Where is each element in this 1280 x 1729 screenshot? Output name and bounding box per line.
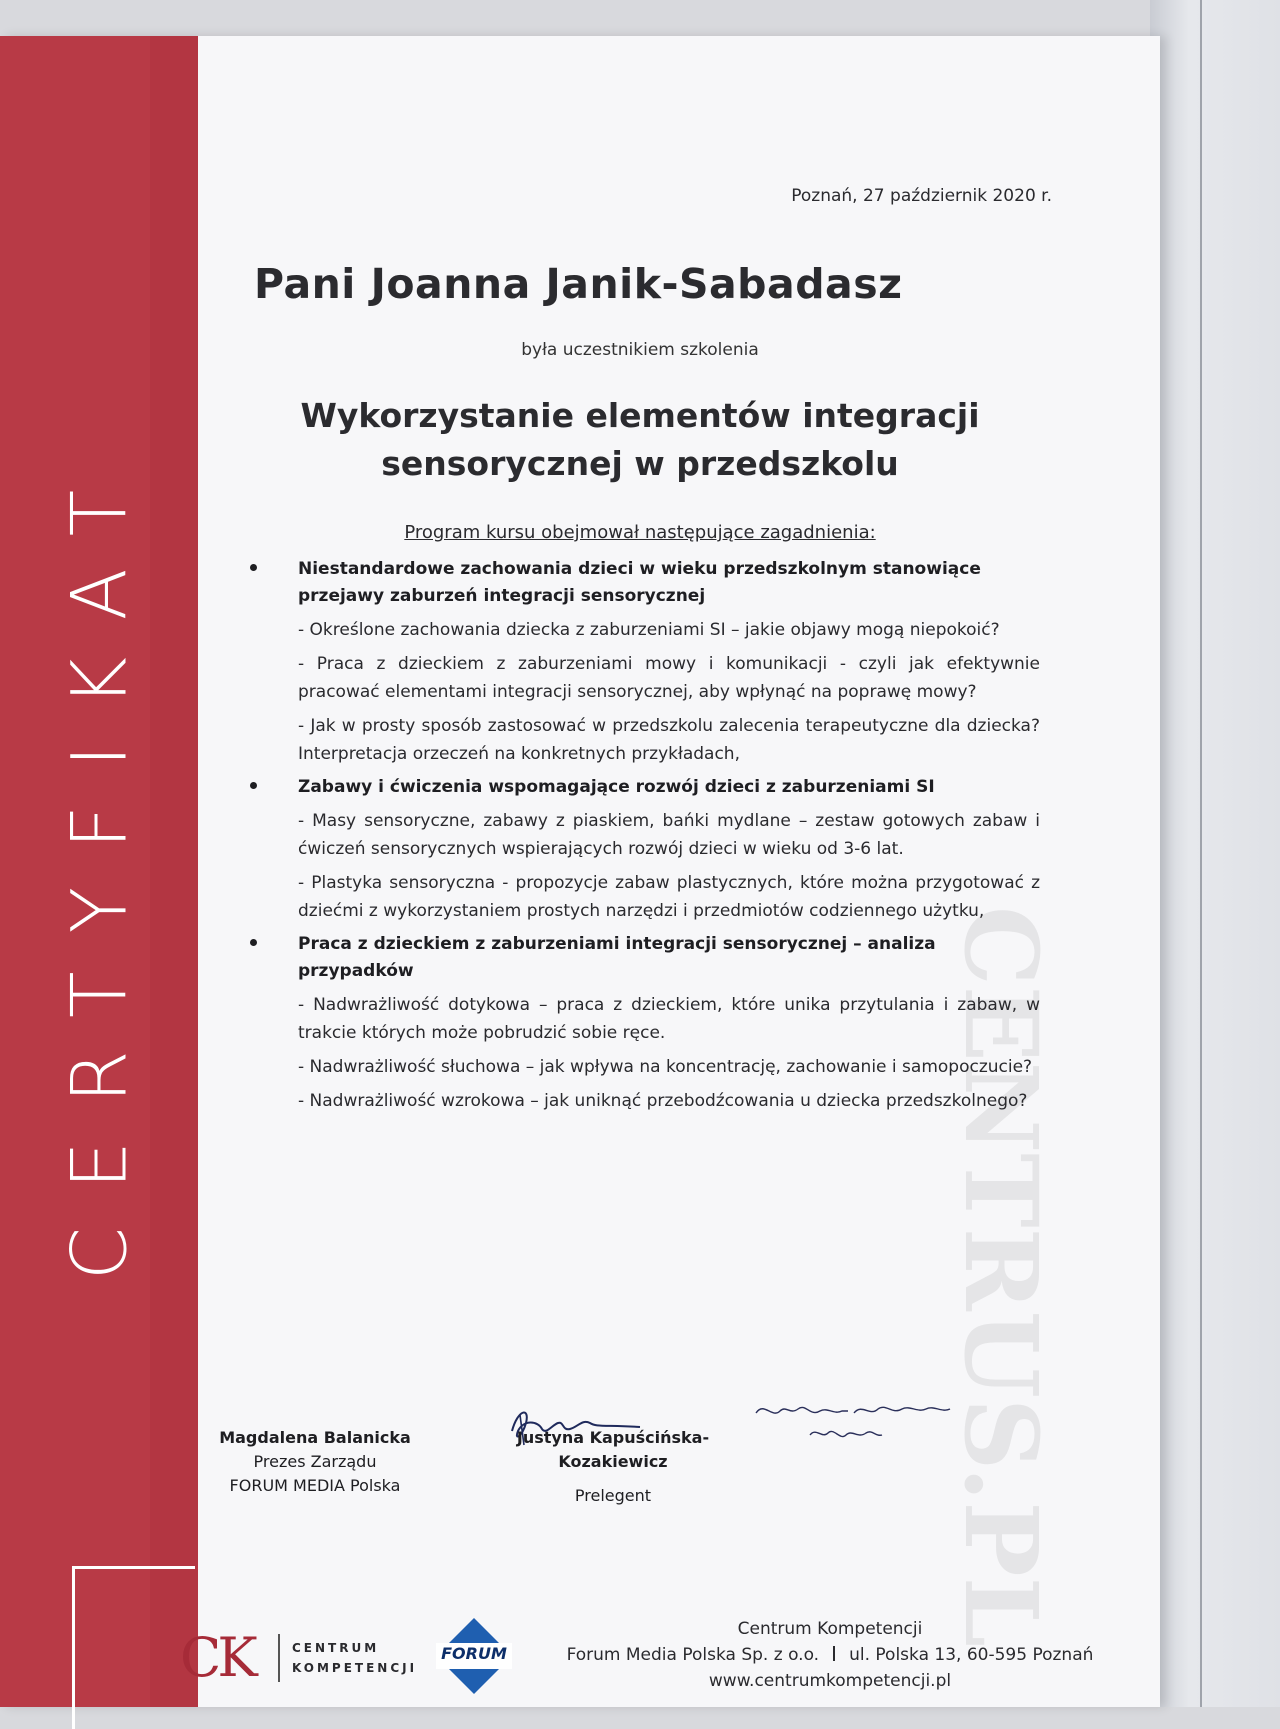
topic-heading: Zabawy i ćwiczenia wspomagające rozwój dzieci z zaburzeniami SI	[298, 777, 935, 797]
signature-kapuscinska-icon	[750, 1391, 960, 1461]
topic-item: - Jak w prosty sposób zastosować w przedszkolu zalecenia terapeutyczne dla dziecka? Interpretacja orzeczeń na konkretnych przykładach,	[298, 716, 1040, 764]
course-title-line-2: sensorycznej w przedszkolu	[381, 444, 899, 483]
back-sheet	[1150, 0, 1280, 1707]
topic-1	[240, 556, 1040, 768]
topic-list	[240, 556, 1040, 1121]
band-title: CERTYFIKAT	[54, 451, 144, 1281]
topic-heading: Niestandardowe zachowania dzieci w wieku przedszkolnym stanowiące przejawy zaburzeń integracji sensorycznej	[298, 559, 981, 606]
topic-heading: Praca z dzieckiem z zaburzeniami integracji sensorycznej – analiza przypadków	[298, 934, 936, 981]
signatory-balanicka	[210, 1426, 420, 1498]
footer-logos	[176, 1626, 536, 1716]
topic-item: - Praca z dzieckiem z zaburzeniami mowy i komunikacji - czyli jak efektywnie pracować elementami integracji sensorycznej, aby wpłynąć na poprawę mowy?	[298, 654, 1040, 702]
watermark: CENTRUS.PL	[942, 906, 1060, 1647]
bullet-icon	[250, 939, 257, 946]
footer-address	[560, 1616, 1100, 1694]
topic-item: - Nadwrażliwość słuchowa – jak wpływa na koncentrację, zachowanie i samopoczucie?	[298, 1057, 1033, 1077]
signatory-name: Justyna Kapuścińska-Kozakiewicz	[516, 1428, 710, 1471]
footer-company-line	[560, 1642, 1100, 1668]
certificate-sheet	[0, 36, 1160, 1707]
back-sheet-edge	[1200, 0, 1202, 1707]
program-heading: Program kursu obejmował następujące zagadnienia:	[404, 522, 876, 543]
topic-item: - Określone zachowania dziecka z zaburzeniami SI – jakie objawy mogą niepokoić?	[298, 620, 1000, 640]
footer-separator	[833, 1646, 835, 1661]
signatory-role: Prezes Zarządu	[253, 1452, 377, 1471]
issue-date: Poznań, 27 październik 2020 r.	[791, 186, 1052, 206]
bullet-icon	[250, 782, 257, 789]
signatory-organization: FORUM MEDIA Polska	[229, 1476, 401, 1495]
side-band	[0, 36, 198, 1707]
course-title-line-1: Wykorzystanie elementów integracji	[300, 396, 980, 435]
topic-item: - Masy sensoryczne, zabawy z piaskiem, bańki mydlane – zestaw gotowych zabaw i ćwiczeń sensorycznych wspierających rozwój dzieci w wieku od 3-6 lat.	[298, 811, 1040, 859]
topic-3	[240, 931, 1040, 1115]
ck-logo: CK	[180, 1626, 254, 1689]
forum-logo-text: FORUM	[441, 1644, 507, 1663]
footer-company: Forum Media Polska Sp. z o.o.	[566, 1645, 820, 1665]
topic-item: - Nadwrażliwość wzrokowa – jak uniknąć przebodźcowania u dziecka przedszkolnego?	[298, 1091, 1028, 1111]
participant-text: była uczestnikiem szkolenia	[521, 340, 759, 360]
ck-logo-line-2: KOMPETENCJI	[292, 1661, 418, 1675]
course-title	[240, 392, 1040, 488]
signatory-role: Prelegent	[574, 1486, 652, 1505]
signatory-name: Magdalena Balanicka	[219, 1428, 411, 1447]
ck-logo-line-1: CENTRUM	[292, 1641, 380, 1655]
topic-item: - Plastyka sensoryczna - propozycje zabaw plastycznych, które można przygotować z dziećmi z wykorzystaniem prostych narzędzi i przedmiotów codziennego użytku,	[298, 873, 1040, 921]
side-band-shade	[150, 36, 198, 1707]
bullet-icon	[250, 564, 257, 571]
topic-item: - Nadwrażliwość dotykowa – praca z dzieckiem, które unika przytulania i zabaw, w trakcie których może pobrudzić sobie ręce.	[298, 995, 1040, 1043]
topic-2	[240, 774, 1040, 925]
logo-divider	[278, 1634, 280, 1682]
recipient-name: Pani Joanna Janik-Sabadasz	[254, 260, 903, 308]
ck-logo-text	[292, 1638, 417, 1678]
signatory-kapuscinska	[468, 1426, 758, 1508]
footer-website: www.centrumkompetencji.pl	[708, 1671, 952, 1691]
footer-street: ul. Polska 13, 60-595 Poznań	[849, 1645, 1094, 1665]
footer-org-name: Centrum Kompetencji	[737, 1619, 923, 1639]
